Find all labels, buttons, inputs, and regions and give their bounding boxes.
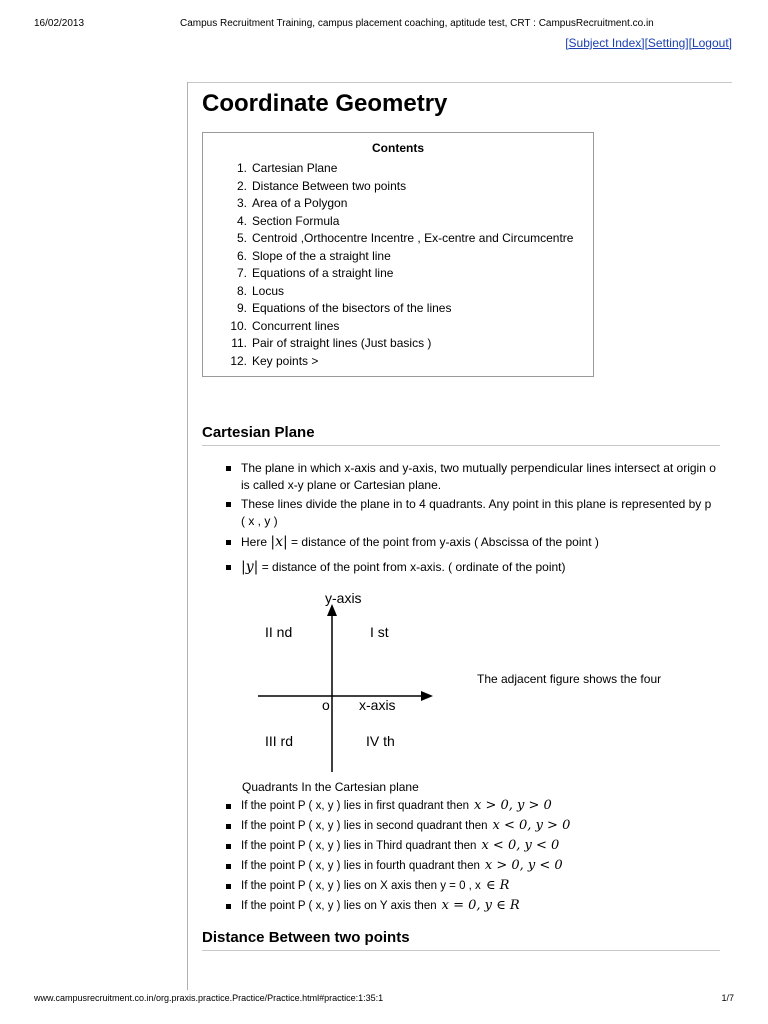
logout-link[interactable]: [Logout] [688, 36, 732, 50]
bullet-text: = distance of the point from x-axis. ( ordinate of the point) [261, 560, 566, 574]
contents-item-label: Centroid ,Orthocentre Incentre , Ex-centre and Circumcentre [252, 231, 574, 245]
adjacent-figure-text: The adjacent figure shows the four [477, 672, 662, 686]
x-axis-label: x-axis [359, 697, 396, 713]
quadrant-rule [226, 896, 726, 916]
contents-item-number: 5. [236, 231, 247, 245]
quadrants-caption: Quadrants In the Cartesian plane [242, 780, 419, 794]
contents-item-label: Area of a Polygon [252, 196, 348, 210]
contents-item-number: 12. [230, 353, 247, 368]
y-axis-label: y-axis [325, 590, 362, 606]
footer-page-number: 1/7 [721, 993, 734, 1003]
contents-item-label: Slope of the a straight line [252, 248, 391, 263]
contents-item-label: Concurrent lines [252, 318, 340, 333]
contents-item-label: Section Formula [252, 213, 340, 228]
print-date: 16/02/2013 [34, 18, 85, 29]
contents-item-number: 6. [236, 248, 247, 263]
bullet-text: = distance of the point from y-axis ( Abscissa of the point ) [291, 535, 599, 549]
rule-text: If the point P ( x, y ) lies in Third quadrant then [241, 840, 477, 852]
contents-item-label: Key points > [252, 353, 319, 368]
contents-item-number: 4. [236, 213, 247, 228]
quadrant-1-label: I st [370, 624, 389, 640]
section-heading-cartesian-plane: Cartesian Plane [202, 424, 720, 446]
contents-item-number: 8. [236, 283, 247, 298]
bullet-text: Here [241, 535, 268, 549]
abs-y-math: |y| [241, 559, 259, 575]
footer-url: www.campusrecruitment.co.in/org.praxis.practice.Practice/Practice.html#practice:1:35:1 [34, 993, 384, 1003]
quadrant-2-label: II nd [265, 624, 293, 640]
abs-x-math: |x| [270, 534, 288, 550]
print-page-title: Campus Recruitment Training, campus placement coaching, aptitude test, CRT : CampusRecruitment.co.in [180, 18, 654, 29]
setting-link[interactable]: [Setting] [644, 36, 689, 50]
rule-condition: x < 0, y < 0 [481, 838, 560, 853]
contents-item-number: 10. [230, 318, 247, 333]
contents-item-label: Cartesian Plane [252, 161, 338, 175]
quadrant-rules-list [226, 796, 726, 916]
quadrant-rule [226, 856, 726, 876]
rule-text: If the point P ( x, y ) lies in fourth quadrant then [241, 860, 480, 872]
subject-index-link[interactable]: [Subject Index] [565, 36, 645, 50]
origin-label: o [322, 697, 330, 713]
quadrant-4-label: IV th [366, 733, 395, 749]
contents-item-label: Equations of a straight line [252, 266, 394, 280]
page-title: Coordinate Geometry [202, 90, 448, 117]
rule-condition: x = 0, y ∈ R [441, 898, 520, 913]
bullet-item: These lines divide the plane in to 4 quadrants. Any point in this plane is represented by p ( x , y ) [226, 496, 716, 530]
contents-item-label: Equations of the bisectors of the lines [252, 301, 452, 315]
contents-title: Contents [372, 141, 424, 155]
rule-text: If the point P ( x, y ) lies on Y axis then [241, 900, 437, 912]
quadrant-rule [226, 796, 726, 816]
quadrant-rule [226, 876, 726, 896]
contents-item-number: 7. [236, 266, 247, 280]
rule-text: If the point P ( x, y ) lies in first quadrant then [241, 800, 469, 812]
contents-item-number: 11. [231, 336, 247, 350]
quadrant-3-label: III rd [265, 733, 294, 749]
quadrant-rule [226, 836, 726, 856]
section-heading-distance: Distance Between two points [202, 929, 720, 951]
rule-text: If the point P ( x, y ) lies on X axis then y = 0 , x [241, 880, 481, 892]
bullet-item: The plane in which x-axis and y-axis, two mutually perpendicular lines intersect at origin o is called x-y plane or Cartesian plane. [226, 460, 716, 494]
contents-item-label: Pair of straight lines (Just basics ) [252, 336, 432, 350]
rule-condition: x > 0, y > 0 [473, 798, 552, 813]
contents-item-number: 3. [236, 196, 247, 210]
contents-item-number: 2. [236, 178, 247, 193]
rule-condition: ∈ R [485, 878, 510, 893]
x-axis-arrow [421, 691, 433, 701]
contents-item-label: Distance Between two points [252, 178, 407, 193]
contents-item-label: Locus [252, 283, 285, 298]
rule-text: If the point P ( x, y ) lies in second quadrant then [241, 820, 488, 832]
contents-item-number: 1. [236, 161, 247, 175]
quadrant-rule [226, 816, 726, 836]
rule-condition: x < 0, y > 0 [492, 818, 571, 833]
rule-condition: x > 0, y < 0 [484, 858, 563, 873]
contents-item-number: 9. [236, 301, 247, 315]
